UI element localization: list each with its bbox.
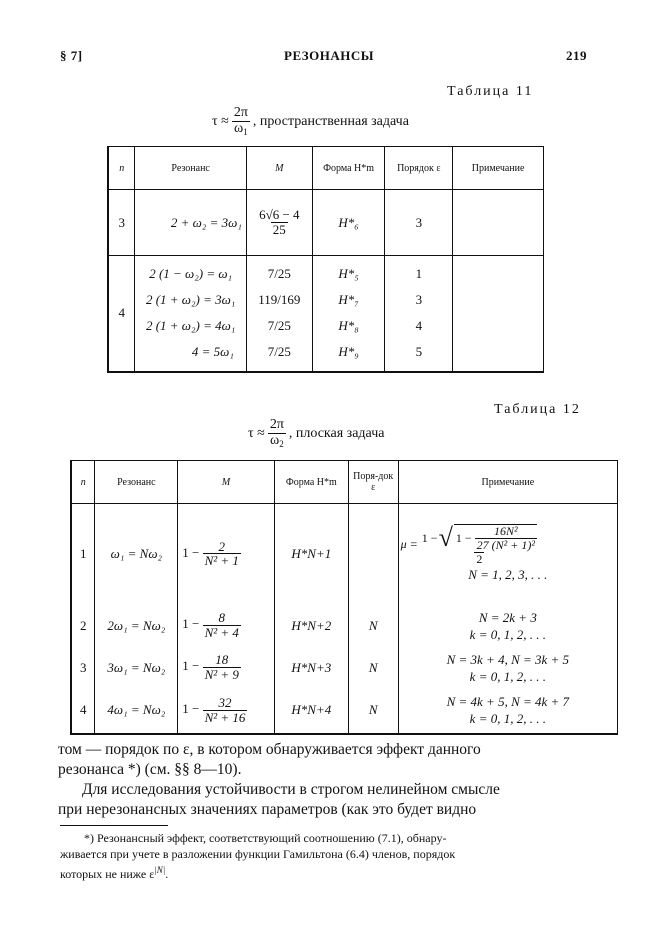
t11-g2-form-4: H*₉ [338,344,359,360]
t11-g2-form-1: H*₅ [338,266,359,282]
t11-g1-m [257,208,301,236]
page-number: 219 [566,48,587,63]
t11-g1-note [453,190,544,256]
table11-label: Таблица 11 [447,84,534,99]
t12-r3-m-pre: 1 − [182,658,200,674]
table11-caption-text: , пространственная задача [252,113,409,129]
t12-r1-m-pre: 1 − [182,544,200,560]
t12-r3-res: 3ω₁ = Nω₂ [95,648,178,688]
t12-r2-m-pre: 1 − [182,616,200,632]
t11-h-order: Порядок ε [385,147,453,190]
t12-h-n: n [80,476,86,488]
body-line-3: Для исследования устойчивости в строгом нелинейном смысле [82,781,500,798]
t11-g2-res-2: 2 (1 + ω₂) = 3ω₁ [145,292,236,308]
t12-r4-res: 4ω₁ = Nω₂ [95,688,178,734]
t12-h-res: Резонанс [95,461,178,504]
t11-g2-order-4: 5 [415,344,423,360]
t12-r4-order: N [348,688,398,734]
t12-r4-m-num: 32 [218,694,232,710]
t12-h-order: Поря-док ε [348,461,398,504]
running-title: РЕЗОНАНСЫ [284,48,375,63]
t12-h-note: Примечание [398,461,617,504]
t11-g2-res-3: 2 (1 + ω₂) = 4ω₁ [145,318,236,334]
t12-h-m: M [221,476,231,488]
footnote [60,830,596,882]
mu-den: 27 (N² + 1)² [476,537,535,552]
table12-header-row [71,461,618,504]
t12-r3-note-1: N = 3k + 4, N = 3k + 5 [446,651,570,667]
t12-r2-res: 2ω₁ = Nω₂ [95,604,178,648]
footnote-line-3-sup: |N| [154,865,166,875]
footnote-rule [60,825,168,826]
table11-caption-num: 2π [233,105,248,120]
t12-r4-n: 4 [71,688,95,734]
table11-caption-den: ω [233,120,244,136]
t11-g2-note [453,256,544,372]
footnote-line-3-text: которых не ниже ε [60,867,155,881]
t11-g1-n: 3 [108,190,135,256]
t11-g2-m-1: 7/25 [267,266,291,282]
t11-g1-m-den: 25 [272,222,286,237]
footnote-line-2: живается при учете в разложении функции Гамильтона (6.4) членов, порядок [60,847,456,861]
t12-r4-note-1: N = 4k + 5, N = 4k + 7 [446,694,570,709]
t12-r3-form: H*N+3 [274,648,348,688]
table-row [71,504,618,604]
body-paragraph [58,740,594,820]
t11-g2-m-3: 7/25 [267,318,291,334]
table11-caption [212,106,409,137]
table11-header-row [108,147,544,190]
t12-r4-note-2: k = 0, 1, 2, . . . [469,711,546,726]
mu-pre: 1 − [421,530,438,545]
t12-r1-order [348,504,398,604]
table12-label: Таблица 12 [494,402,581,417]
t11-g1-res: 2 + ω₂ = 3ω₁ [135,190,246,256]
t12-r2-note-2: k = 0, 1, 2, . . . [469,626,546,642]
body-line-2: резонанса *) (см. §§ 8—10). [58,761,242,778]
t12-r1-m-den: N² + 1 [204,553,239,569]
footnote-line-1: *) Резонансный эффект, соответствующий соотношению (7.1), обнару- [84,831,447,845]
t12-r4-m-pre: 1 − [182,700,200,716]
t11-g2-m-4: 7/25 [267,344,291,360]
table-row [108,256,544,372]
table12-caption-text: , плоская задача [288,425,385,441]
t11-h-m: M [275,162,284,174]
t12-r1-res: ω₁ = Nω₂ [95,504,178,604]
t11-g2-form-2: H*₇ [338,292,359,308]
t12-r2-m-num: 8 [218,610,226,626]
t12-r1-form: H*N+1 [274,504,348,604]
table12-caption-den-sub: 2 [279,438,284,449]
t12-r3-m-num: 18 [215,652,229,668]
t11-g2-order-1: 1 [415,266,423,282]
table-row [71,648,618,688]
footnote-line-3 [60,862,596,882]
t12-r2-form: H*N+2 [274,604,348,648]
t11-g2-order-3: 4 [415,318,423,334]
t12-r3-n: 3 [71,648,95,688]
section-ref: § 7] [60,48,83,63]
t12-r2-m-den: N² + 4 [204,625,239,640]
t11-g2-n: 4 [108,256,135,372]
t11-h-form: Форма H*m [312,147,385,190]
t12-r3-note-2: k = 0, 1, 2, . . . [469,668,546,684]
t11-g2-res-4: 4 = 5ω₁ [191,344,234,360]
t12-r4-m-den: N² + 16 [204,709,246,725]
t11-g2-order-2: 3 [415,292,423,308]
table12-caption-lhs: τ ≈ [248,425,265,441]
body-line-1: том — порядок по ε, в котором обнаруживается эффект данного [58,741,481,758]
sqrt-icon: √ [438,522,453,552]
mu-formula: μ = 1 − √ 1 − $\frac{\text{16N²}}{\text{27 (N² + 1)²}}$ 2 [400,522,535,566]
t11-h-note: Примечание [453,147,544,190]
table11-caption-lhs: τ ≈ [212,113,229,129]
mu-num: 16N² [493,524,518,539]
table12-caption-num: 2π [269,417,284,432]
t12-h-form: Форма H*m [274,461,348,504]
t11-h-n: n [119,162,125,174]
t12-r2-order: N [348,604,398,648]
t11-g1-form: H*₆ [312,190,385,256]
t12-r1-m-num: 2 [218,538,226,554]
t11-g1-order: 3 [385,190,453,256]
mu-outer-den: 2 [476,551,483,566]
t12-r1-note-1: N = 1, 2, 3, . . . [468,567,548,583]
table-row [108,190,544,256]
t11-g2-res-1: 2 (1 − ω₂) = ω₁ [149,266,233,282]
t12-r2-note-1: N = 2k + 3 [478,609,537,625]
t12-r3-order: N [348,648,398,688]
t12-r2-n: 2 [71,604,95,648]
t11-h-res: Резонанс [135,147,246,190]
mu-lhs: μ = [400,537,418,552]
table12-caption [248,418,384,449]
t12-r4-form: H*N+4 [274,688,348,734]
footnote-line-3-end: . [165,867,169,881]
t11-g2-m-2: 119/169 [258,292,301,308]
table11-caption-den-sub: 1 [243,126,248,137]
t11-g1-m-num: 6√6 − 4 [259,207,300,223]
table-row [71,688,618,734]
table-11 [107,146,544,373]
t12-r1-n: 1 [71,504,95,604]
table-row [71,604,618,648]
t11-g2-form-3: H*₈ [338,318,359,334]
table12-caption-den: ω [269,432,280,448]
table-12 [70,460,618,735]
body-line-4: при нерезонансных значениях параметров (как это будет видно [58,801,477,818]
t12-r3-m-den: N² + 9 [204,667,239,682]
